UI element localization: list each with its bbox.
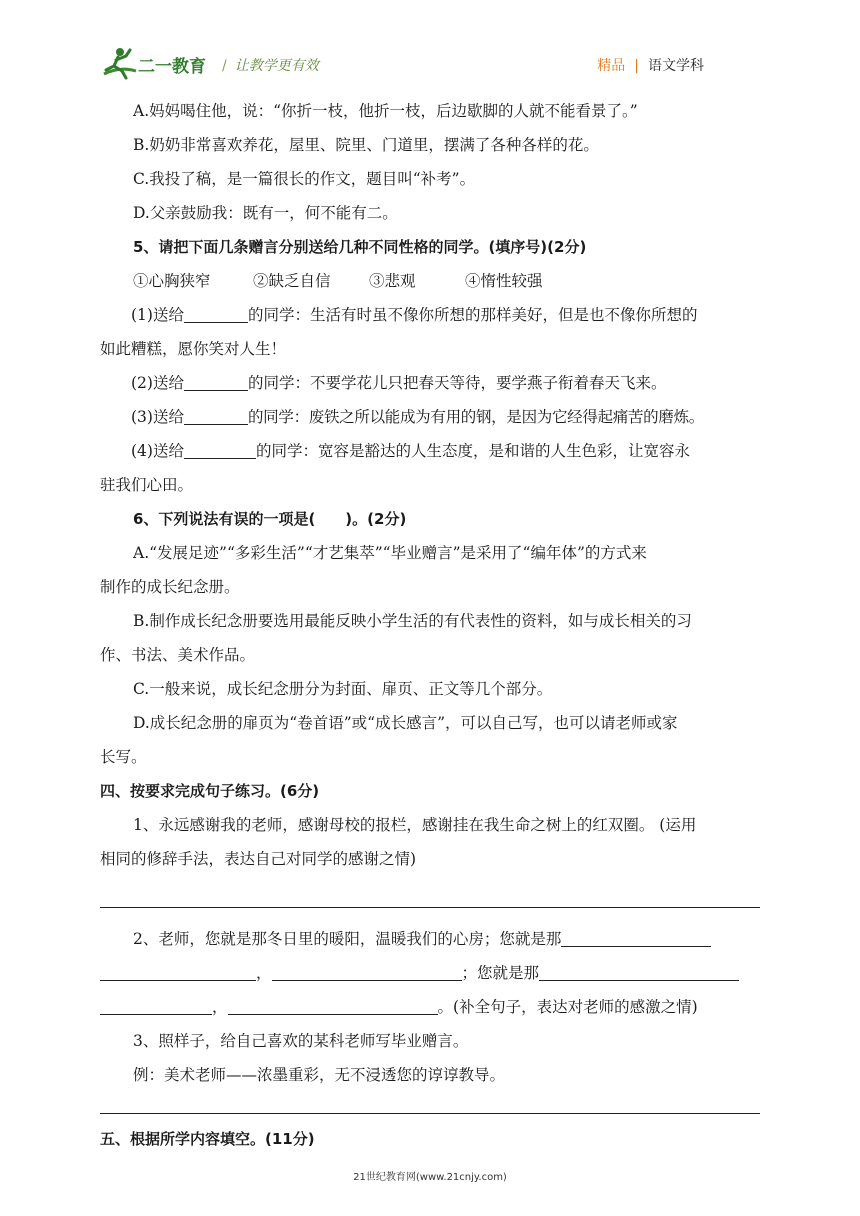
q5-choice-1: ①心胸狭窄	[133, 272, 211, 290]
logo-runner-icon	[100, 44, 212, 84]
q5-item-4-cont: 驻我们心田。	[100, 476, 194, 494]
q6-option-d-line1: D.成长纪念册的扉页为“卷首语”或“成长感言”，可以自己写，也可以请老师或家	[133, 714, 678, 732]
header-brand	[597, 55, 704, 75]
s2-line2	[100, 956, 760, 990]
comma: ，	[212, 998, 228, 1016]
q5-title: 5、请把下面几条赠言分别送给几种不同性格的同学。(填序号)(2分)	[133, 238, 587, 256]
item-number: (2)	[131, 374, 153, 392]
item-text: 的同学：废铁之所以能成为有用的钢，是因为它经得起痛苦的磨炼。	[247, 408, 704, 426]
s3-example: 例：美术老师——浓墨重彩，无不浸透您的谆谆教导。	[133, 1066, 506, 1084]
q5-choice-3: ③悲观	[369, 272, 416, 290]
q4-option-c: C.我投了稿，是一篇很长的作文，题目叫“补考”。	[133, 170, 476, 188]
header-slogan	[222, 55, 319, 75]
s2-mid-text: ；您就是那	[461, 964, 540, 982]
send-label: 送给	[152, 374, 184, 392]
send-label: 送给	[152, 306, 184, 324]
document-body	[100, 94, 760, 1156]
answer-blank[interactable]	[539, 962, 739, 981]
q5-item-3	[100, 400, 760, 434]
q5-item-4	[100, 434, 760, 468]
s2-line3	[100, 990, 760, 1024]
q6-option-a-line1: A.“发展足迹”“多彩生活”“才艺集萃”“毕业赠言”是采用了“编年体”的方式来	[133, 544, 647, 562]
q5-choice-4: ④惰性较强	[465, 272, 543, 290]
page-footer: 21世纪教育网(www.21cnjy.com)	[353, 1172, 507, 1183]
q6-option-a-line2: 制作的成长纪念册。	[100, 578, 240, 596]
divider-bar-icon: |	[634, 58, 639, 74]
answer-blank[interactable]	[228, 996, 438, 1015]
answer-blank[interactable]	[184, 304, 248, 323]
q5-choices	[100, 264, 760, 298]
q4-option-b: B.奶奶非常喜欢养花，屋里、院里、门道里，摆满了各种各样的花。	[133, 136, 599, 154]
slogan-separator-icon: /	[222, 58, 227, 74]
q6-option-c: C.一般来说，成长纪念册分为封面、扉页、正文等几个部分。	[133, 680, 553, 698]
q4-option-a: A.妈妈喝住他，说：“你折一枝，他折一枝，后边歇脚的人就不能看景了。”	[133, 102, 638, 120]
q4-option-d: D.父亲鼓励我：既有一，何不能有二。	[133, 204, 398, 222]
answer-blank[interactable]	[184, 406, 248, 425]
item-text: 的同学：不要学花儿只把春天等待，要学燕子衔着春天飞来。	[247, 374, 667, 392]
item-text: 的同学：宽容是豁达的人生态度，是和谐的人生色彩，让宽容永	[255, 442, 690, 460]
s2-text: 2、老师，您就是那冬日里的暖阳，温暖我们的心房；您就是那	[133, 930, 562, 948]
answer-blank[interactable]	[100, 996, 212, 1015]
slogan-text: 让教学更有效	[234, 58, 319, 74]
logo-text: 二一教育	[138, 57, 206, 77]
answer-blank[interactable]	[100, 962, 256, 981]
q5-item-1-cont: 如此糟糕，愿你笑对人生！	[100, 340, 287, 358]
item-number: (3)	[131, 408, 153, 426]
s2-line1	[100, 922, 760, 956]
q6-option-b-line2: 作、书法、美术作品。	[100, 646, 256, 664]
answer-blank[interactable]	[184, 440, 256, 459]
item-number: (1)	[131, 306, 153, 324]
page-header	[0, 0, 860, 90]
subject-label: 语文学科	[648, 58, 704, 74]
answer-blank[interactable]	[184, 372, 248, 391]
q6-option-b-line1: B.制作成长纪念册要选用最能反映小学生活的有代表性的资料，如与成长相关的习	[133, 612, 692, 630]
q6-option-d-line2: 长写。	[100, 748, 147, 766]
q5-choice-2: ②缺乏自信	[253, 272, 331, 290]
send-label: 送给	[152, 408, 184, 426]
comma: ，	[256, 964, 272, 982]
section-5-title: 五、根据所学内容填空。(11分)	[100, 1130, 315, 1148]
s1-line1: 1、永远感谢我的老师，感谢母校的报栏，感谢挂在我生命之树上的红双圈。 (运用	[133, 816, 697, 834]
section-4-title: 四、按要求完成句子练习。(6分)	[100, 782, 320, 800]
item-text: 的同学：生活有时虽不像你所想的那样美好，但是也不像你所想的	[247, 306, 698, 324]
s2-end-text: 。(补全句子，表达对老师的感激之情)	[437, 998, 698, 1016]
q5-item-2	[100, 366, 760, 400]
send-label: 送给	[152, 442, 184, 460]
s3-instruction: 3、照样子，给自己喜欢的某科老师写毕业赠言。	[133, 1032, 469, 1050]
premium-label: 精品	[597, 58, 626, 74]
answer-blank[interactable]	[561, 928, 711, 947]
answer-blank[interactable]	[272, 962, 462, 981]
item-number: (4)	[131, 442, 153, 460]
s1-line2: 相同的修辞手法，表达自己对同学的感谢之情)	[100, 850, 417, 868]
q6-title: 6、下列说法有误的一项是( )。(2分)	[133, 510, 407, 528]
q5-item-1	[100, 298, 760, 332]
